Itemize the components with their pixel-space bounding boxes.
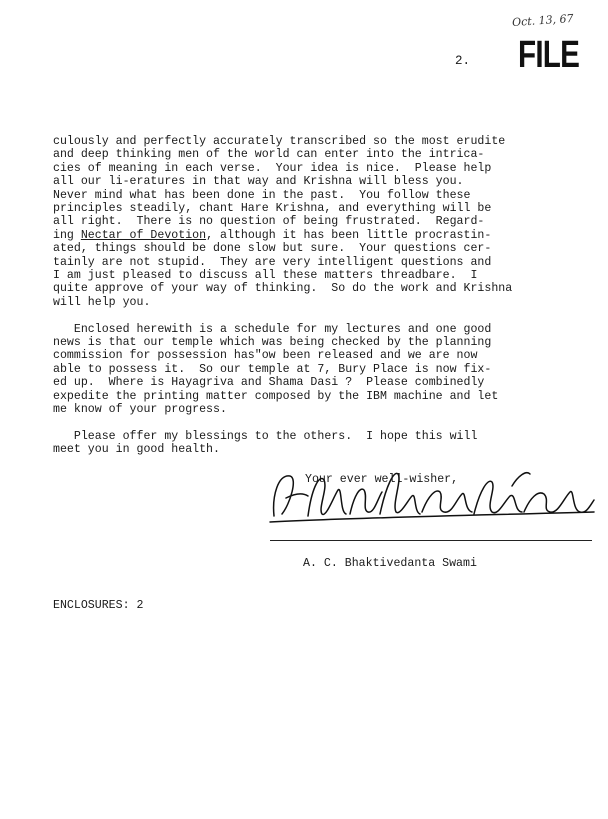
paragraph-gap: [53, 309, 573, 322]
enclosures-note: ENCLOSURES: 2: [53, 599, 144, 612]
body-line: ed up. Where is Hayagriva and Shama Dasi ? Please combinedly: [53, 376, 485, 390]
body-line: culously and perfectly accurately transcribed so the most erudite: [53, 135, 506, 148]
body-line: all our li-eratures in that way and Krishna will bless you.: [53, 175, 464, 189]
signer-name: A. C. Bhaktivedanta Swami: [303, 557, 477, 570]
handwritten-signature: [268, 456, 598, 536]
signature-line: [270, 540, 592, 541]
body-line: me know of your progress.: [53, 403, 227, 417]
body-line: Never mind what has been done in the past. You follow these: [53, 188, 471, 202]
body-line: quite approve of your way of thinking. So do the work and Krishna: [53, 282, 513, 296]
body-line: I am just pleased to discuss all these matters threadbare. I: [53, 269, 478, 283]
book-title: Nectar of Devotion: [80, 228, 207, 242]
body-line: meet you in good health.: [53, 443, 220, 457]
body-line: and deep thinking men of the world can enter into the intrica-: [53, 148, 485, 162]
file-stamp: FILE: [518, 34, 580, 76]
line-suffix: , although it has been little procrastin-: [206, 228, 492, 242]
body-line: will help you.: [53, 295, 151, 309]
body-line: ated, things should be done slow but sure. Your questions cer-: [53, 242, 492, 256]
paragraph-gap: [53, 417, 573, 430]
body-line: Please offer my blessings to the others. I hope this will: [53, 429, 478, 443]
body-line: Enclosed herewith is a schedule for my lectures and one good: [53, 322, 492, 336]
body-line: news is that our temple which was being checked by the planning: [53, 336, 492, 350]
body-line: all right. There is no question of being frustrated. Regard-: [53, 215, 485, 229]
handwritten-date: Oct. 13, 67: [511, 11, 574, 30]
closing-salutation: Your ever well-wisher,: [305, 473, 459, 486]
letter-body: [53, 135, 573, 457]
body-line: cies of meaning in each verse. Your idea is nice. Please help: [53, 161, 492, 175]
body-line-with-title: [53, 229, 573, 242]
body-line: principles steadily, chant Hare Krishna, and everything will be: [53, 202, 492, 216]
body-line: tainly are not stupid. They are very intelligent questions and: [53, 255, 492, 269]
page-number: 2.: [455, 54, 471, 68]
body-line: commission for possession has"ow been released and we are now: [53, 349, 478, 363]
line-prefix: ing: [53, 228, 81, 242]
body-line: expedite the printing matter composed by the IBM machine and let: [53, 389, 499, 403]
body-line: able to possess it. So our temple at 7, Bury Place is now fix-: [53, 362, 492, 376]
